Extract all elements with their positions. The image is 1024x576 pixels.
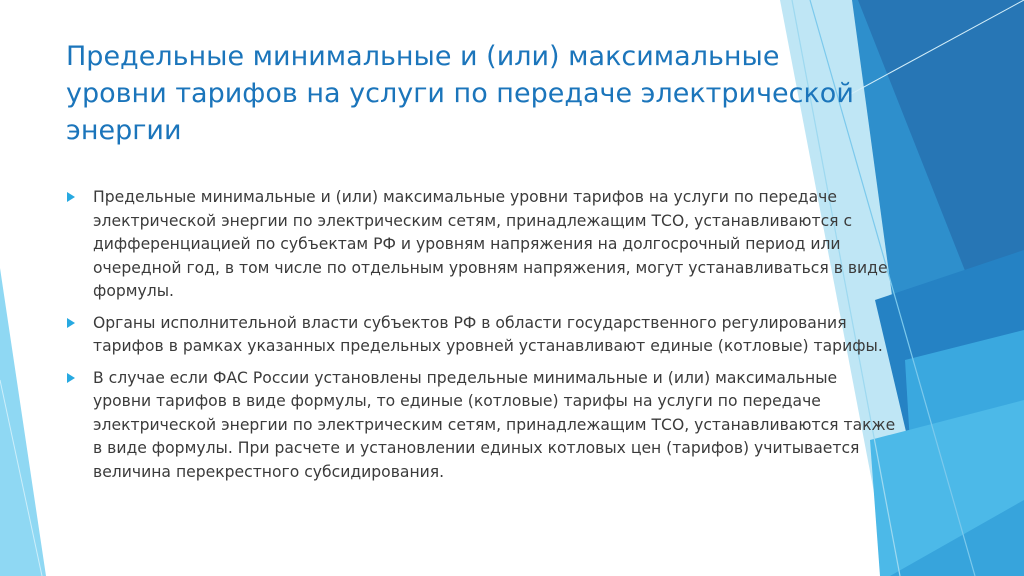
left-blue-shard	[0, 268, 46, 576]
bullet-list	[66, 186, 896, 492]
bullet-item	[66, 367, 896, 485]
bullet-item	[66, 186, 896, 304]
slide-title: Предельные минимальные и (или) максимальные уровни тарифов на услуги по передаче электрической энергии	[66, 41, 854, 146]
triangle-bullet-icon	[67, 318, 75, 328]
bullet-item	[66, 312, 896, 359]
triangle-bullet-icon	[67, 192, 75, 202]
triangle-bullet-icon	[67, 373, 75, 383]
bullet-text: В случае если ФАС России установлены предельные минимальные и (или) максимальные уровни тарифов в виде формулы, то единые (котловые) тарифы на услуги по передаче электрической энергии по электрическим сетям, принадлежащим ТСО, устанавливаются также в виде формулы. При расчете и установлении единых котловых цен (тарифов) учитывается величина перекрестного субсидирования.	[93, 368, 896, 481]
bullet-text: Предельные минимальные и (или) максимальные уровни тарифов на услуги по передаче электрической энергии по электрическим сетям, принадлежащим ТСО, устанавливаются с дифференциацией по субъектам РФ и уровням напряжения на долгосрочный период или очередной год, в том числе по отдельным уровням напряжения, могут устанавливаться в виде формулы.	[93, 188, 888, 300]
bullet-text: Органы исполнительной власти субъектов РФ в области государственного регулирования тарифов в рамках указанных предельных уровней устанавливают единые (котловые) тарифы.	[93, 313, 883, 355]
